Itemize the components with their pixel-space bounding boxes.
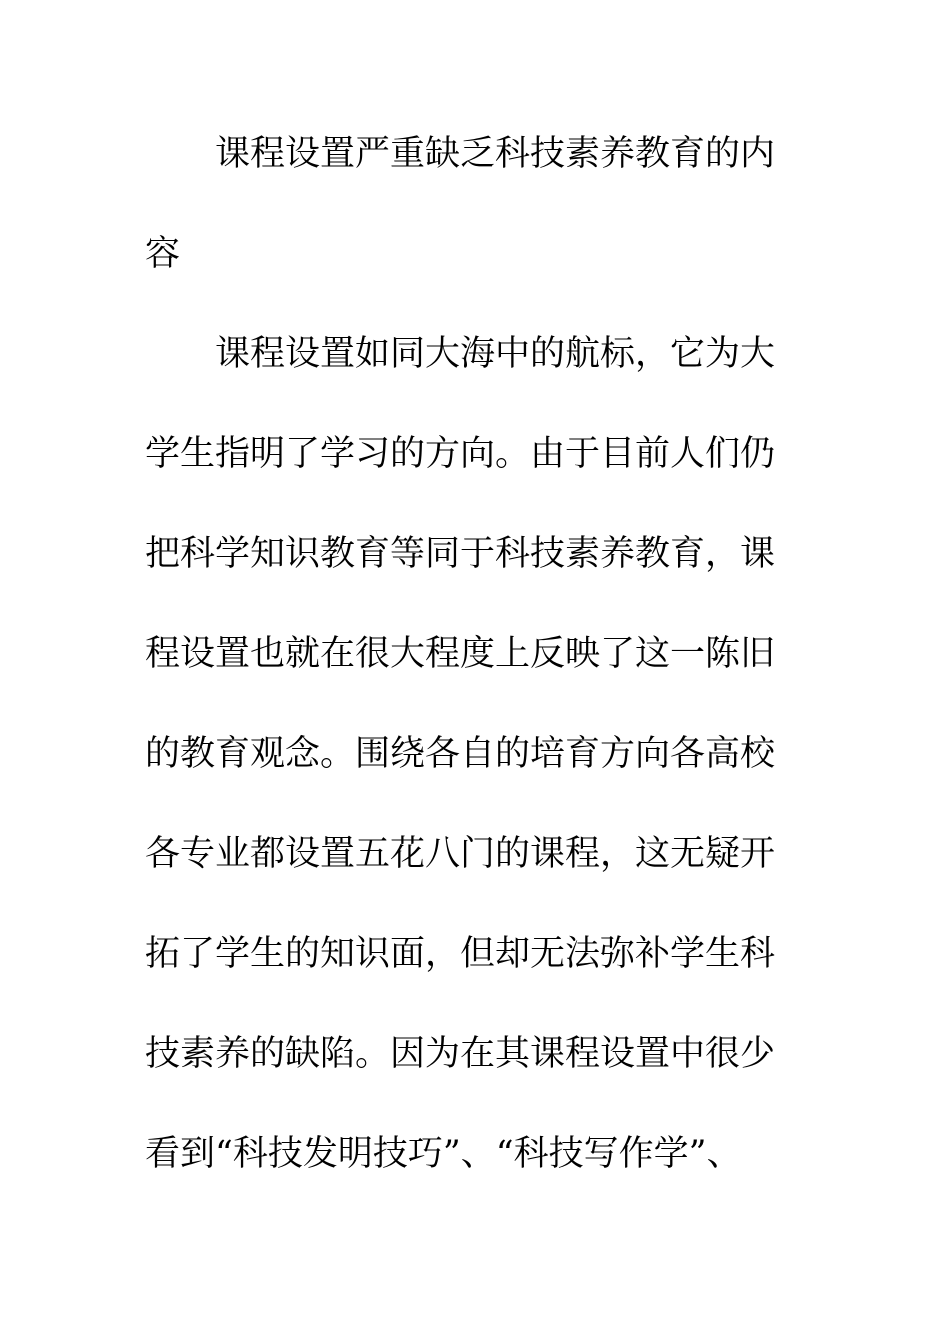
paragraph-line-6: 各专业都设置五花八门的课程，这无疑开 [145,834,776,874]
paragraph-line-9: 看到“科技发明技巧”、“科技写作学”、 [145,1134,742,1174]
paragraph-line-2: 学生指明了学习的方向。由于目前人们仍 [145,434,776,474]
heading-line-2: 容 [145,234,181,274]
paragraph-line-8: 技素养的缺陷。因为在其课程设置中很少 [145,1034,776,1074]
paragraph-line-4: 程设置也就在很大程度上反映了这一陈旧 [145,634,776,674]
paragraph-line-3: 把科学知识教育等同于科技素养教育，课 [145,534,776,574]
paragraph-line-5: 的教育观念。围绕各自的培育方向各高校 [145,734,776,774]
heading-line-1: 课程设置严重缺乏科技素养教育的内 [215,134,776,174]
paragraph-line-7: 拓了学生的知识面，但却无法弥补学生科 [145,934,776,974]
paragraph-line-1: 课程设置如同大海中的航标，它为大 [215,334,776,374]
